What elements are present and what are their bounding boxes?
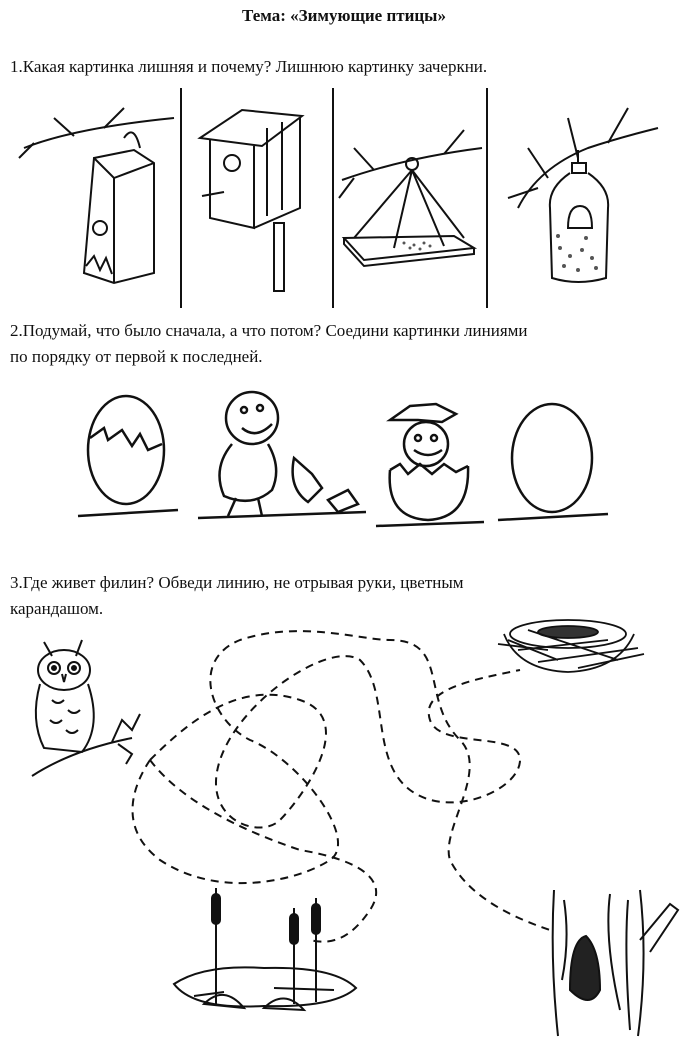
owl-picture[interactable]	[22, 630, 162, 795]
pond-reeds-picture[interactable]	[164, 884, 364, 1049]
pond-reeds-icon	[164, 884, 364, 1044]
task-3-text-line-2: карандашом.	[10, 599, 104, 618]
task-2-text-line-1: 2.Подумай, что было сначала, а что потом? Соедини картинки линиями	[10, 321, 528, 340]
nest-icon	[498, 610, 648, 690]
nest-picture[interactable]	[498, 610, 648, 695]
task-2-text-line-2: по порядку от первой к последней.	[10, 347, 263, 366]
tree-hollow-picture[interactable]	[540, 880, 680, 1045]
task-3-text-line-1: 3.Где живет филин? Обведи линию, не отрывая руки, цветным	[10, 573, 464, 592]
task-1-text: 1.Какая картинка лишняя и почему? Лишнюю картинку зачеркни.	[10, 57, 488, 76]
maze-path-to-nest	[150, 656, 520, 827]
tree-hollow-icon	[540, 880, 680, 1040]
page-title: Тема: «Зимующие птицы»	[242, 6, 446, 25]
owl-icon	[22, 630, 162, 790]
